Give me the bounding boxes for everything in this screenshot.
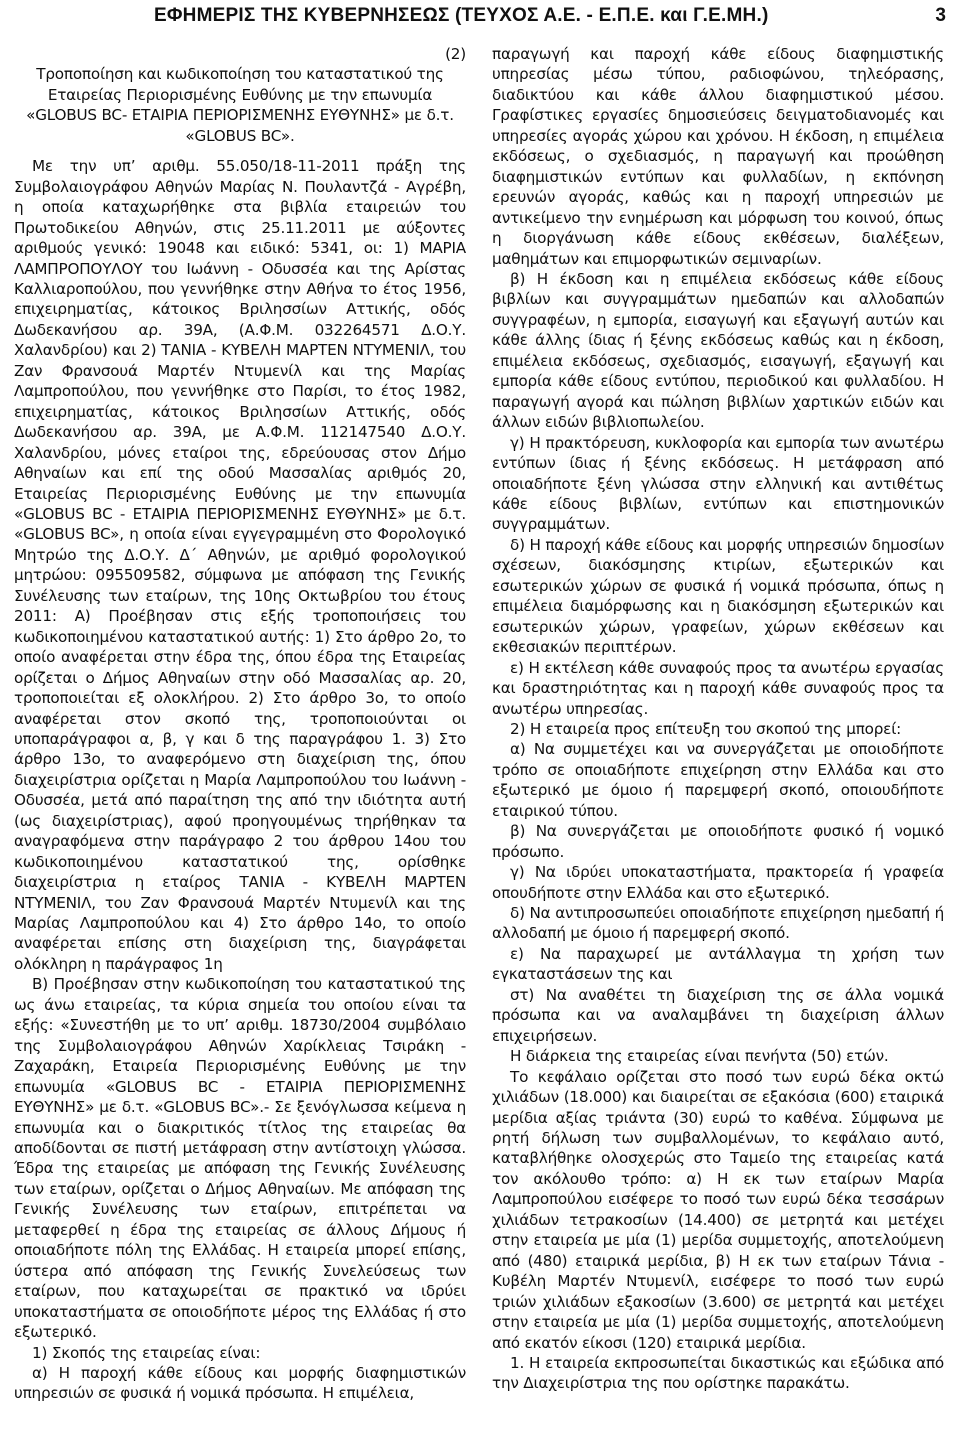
body-paragraph: Β) Προέβησαν στην κωδικοποίηση του καταστατικού της ως άνω εταιρείας, τα κύρια σημεία του οποίου είναι τα εξής: «Συνεστήθη με το υπ’ αριθμ. 18730/2004 συμβόλαιο της Συμβολαιογράφου Αθηνών Χαρίκλειας Τσιράκη - Ζαχαράκη, Εταιρεία Περιορισμένης Ευθύνης με την επωνυμία «GLOBUS BC - ΕΤΑΙΡΙΑ ΠΕΡΙΟΡΙΣΜΕΝΗΣ ΕΥΘΥΝΗΣ» με δ.τ. «GLOBUS BC».- Σε ξενόγλωσσα κείμενα η επωνυμία και ο διακριτικός τίτλος της εταιρείας θα αποδίδονται σε πιστή μετάφραση στην αντίστοιχη γλώσσα. Έδρα της εταιρείας με απόφαση της Γενικής Συνέλευσης των εταίρων, ορίζεται ο Δήμος Αθηναίων. Με απόφαση της Γενικής Συνέλευσης των εταίρων, επιτρέπεται να μεταφερθεί η έδρα της εταιρείας σε άλλους Δήμους ή οποιαδήποτε πόλη της Ελλάδας. Η εταιρεία μπορεί επίσης, ύστερα από απόφαση της Γενικής Συνελεύσεως των εταίρων, που καταχωρείται σε πρακτικό να ιδρύει υποκαταστήματα σε οποιοδήποτε μέρος της Ελλάδας ή στο εξωτερικό.: [14, 975, 466, 1342]
body-paragraph: γ) Η πρακτόρευση, κυκλοφορία και εμπορία των ανωτέρω εντύπων ίδιας ή ξένης εκδόσεως. Η μετάφραση από οποιαδήποτε ξένη γλώσσα στην ελληνική και αντιθέτως κάθε είδους βιβλίων, εντύπων και επιστημονικών συγγραμμάτων.: [492, 433, 944, 534]
section-number: (2): [445, 45, 466, 63]
body-paragraph: β) Να συνεργάζεται με οποιοδήποτε φυσικό ή νομικό πρόσωπο.: [492, 822, 944, 861]
body-paragraph: 1. Η εταιρεία εκπροσωπείται δικαστικώς και εξώδικα από την Διαχειρίστρια της που ορίστηκε παρακάτω.: [492, 1354, 944, 1393]
body-paragraph: α) Η παροχή κάθε είδους και μορφής διαφημιστικών υπηρεσιών σε φυσικά ή νομικά πρόσωπα. Η επιμέλεια,: [14, 1364, 466, 1403]
body-paragraph: ε) Η εκτέλεση κάθε συναφούς προς τα ανωτέρω εργασίας και δραστηριότητας και η παροχή κάθε συναφούς προς τα ανωτέρω υπηρεσίας.: [492, 658, 944, 718]
section-heading: Τροποποίηση και κωδικοποίηση του καταστατικού της Εταιρείας Περιορισμένης Ευθύνης με την επωνυμία «GLOBUS BC- ΕΤΑΙΡΙΑ ΠΕΡΙΟΡΙΣΜΕΝΗΣ ΕΥΘΥΝΗΣ» με δ.τ. «GLOBUS BC».: [26, 65, 454, 145]
body-paragraph: Με την υπ’ αριθμ. 55.050/18-11-2011 πράξη της Συμβολαιογράφου Αθηνών Μαρίας Ν. Πουλαντζά - Αγρέβη, η οποία καταχωρήθηκε στα βιβλία εταιρειών του Πρωτοδικείου Αθηνών, στις 25.11.2011 με αύξοντες αριθμούς γενικό: 19048 και ειδικό: 5341, οι: 1) ΜΑΡΙΑ ΛΑΜΠΡΟΠΟΥΛΟΥ του Ιωάννη - Οδυσσέα και της Αρίστας Καλλιαροπούλου, που γεννήθηκε στην Αθήνα το έτος 1956, επιχειρηματίας, κάτοικος Βριλησσίων Αττικής, οδός Δωδεκανήσου αρ. 39Α, (Α.Φ.Μ. 032264571 Δ.Ο.Υ. Χαλανδρίου) και 2) ΤΑΝΙΑ - ΚΥΒΕΛΗ ΜΑΡΤΕΝ ΝΤΥΜΕΝΙΛ, του Ζαν Φρανσουά Μαρτέν Ντυμενίλ και της Μαρίας Λαμπροπούλου, που γεννήθηκε στο Παρίσι, το έτος 1982, επιχειρηματίας, κάτοικος Βριλησσίων Αττικής, οδός Δωδεκανήσου αρ. 39Α, με Α.Φ.Μ. 112147540 Δ.Ο.Υ. Χαλανδρίου, μόνες εταίροι της, εδρεύουσας στον Δήμο Αθηναίων και επί της οδού Μασσαλίας αριθμός 20, Εταιρείας Περιορισμένης Ευθύνης με την επωνυμία «GLOBUS BC - ΕΤΑΙΡΙΑ ΠΕΡΙΟΡΙΣΜΕΝΗΣ ΕΥΘΥΝΗΣ» με δ.τ. «GLOBUS BC», η οποία είναι εγγεγραμμένη στο Φορολογικό Μητρώο της Δ.Ο.Υ. Δ΄ Αθηνών, με αριθμό φορολογικού μητρώου: 095509582, σύμφωνα με απόφαση της Γενικής Συνέλευσης των εταίρων, της 10ης Οκτωβρίου του έτους 2011: Α) Προέβησαν στις εξής τροποποιήσεις του κωδικοποιημένου καταστατικού αυτής: 1) Στο άρθρο 2ο, το οποίο αναφέρεται στην έδρα της, όπου έδρα της Εταιρείας ορίζεται ο Δήμος Αθηναίων στην οδό Μασσαλίας αρ. 20, τροποποιείται εξ ολοκλήρου. 2) Στο άρθρο 3ο, το οποίο αναφέρεται στον σκοπό της, τροποποιούνται οι υποπαράγραφοι α, β, γ και δ της παραγράφου 1. 3) Στο άρθρο 13ο, το αναφερόμενο στη διαχείριση της, όπου διαχειρίστρια ορίζεται η Μαρία Λαμπροπούλου του Ιωάννη - Οδυσσέα, μετά από παραίτηση της από την ιδιότητα αυτή (ως διαχειρίστριας), αφού προηγουμένως τηρήθηκαν τα αναγραφόμενα στην παράγραφο 2 του άρθρου 14ου του κωδικοποιημένου καταστατικού της, ορίσθηκε διαχειρίστρια η εταίρος ΤΑΝΙΑ - ΚΥΒΕΛΗ ΜΑΡΤΕΝ ΝΤΥΜΕΝΙΛ, του Ζαν Φρανσουά Μαρτέν Ντυμενίλ και της Μαρίας Λαμπροπούλου και 4) Στο άρθρο 14ο, το οποίο αναφέρεται επίσης στη διαχείριση της, διαγράφεται ολόκληρη η παράγραφος 1η: [14, 157, 466, 973]
body-paragraph: ε) Να παραχωρεί με αντάλλαγμα τη χρήση των εγκαταστάσεων της και: [492, 944, 944, 984]
page-header: [0, 5, 960, 33]
body-paragraph: Η διάρκεια της εταιρείας είναι πενήντα (50) ετών.: [510, 1047, 889, 1066]
page-number: 3: [935, 5, 946, 26]
body-paragraph: β) Η έκδοση και η επιμέλεια εκδόσεως κάθε είδους βιβλίων και συγγραμμάτων ημεδαπών και αλλοδαπών συγγραφέων, η εμπορία, εισαγωγή και εξαγωγή αυτών και κάθε άλλης ίδιας ή ξένης εκδόσεως καθώς και η έκδοση, επιμέλεια εκδόσεως, σχεδιασμός, εισαγωγή, εξαγωγή και εμπορία κάθε είδους εντύπου, περιοδικού και φυλλαδίου. Η παραγωγή αγορά και πώληση βιβλίων χαρτικών ειδών και άλλων ειδών βιβλιοπωλείου.: [492, 269, 944, 432]
gazette-title: ΕΦΗΜΕΡΙΣ ΤΗΣ ΚΥΒΕΡΝΗΣΕΩΣ (ΤΕΥΧΟΣ Α.Ε. - Ε.Π.Ε. και Γ.Ε.ΜΗ.): [154, 5, 769, 26]
body-paragraph: 2) Η εταιρεία προς επίτευξη του σκοπού της μπορεί:: [510, 719, 902, 738]
body-paragraph: α) Να συμμετέχει και να συνεργάζεται με οποιοδήποτε τρόπο σε οποιαδήποτε επιχείρηση στην Ελλάδα και στο εξωτερικό με όμοιο ή παρεμφερή σκοπό, οποιουδήποτε εταιρικού τύπου.: [492, 740, 944, 820]
body-paragraph: παραγωγή και παροχή κάθε είδους διαφημιστικής υπηρεσίας μέσω τύπου, ραδιοφώνου, τηλεόρασης, διαδικτύου και κάθε άλλου διαφημιστικού μέσου. Γραφίστικες εργασίες δημοσιεύσεις δειγματοδιανομές και υπηρεσίες αγοράς χώρου και χρόνου. Η έκδοση, η επιμέλεια εκδόσεως, ο σχεδιασμός, η παραγωγή και προώθηση διαφημιστικών εντύπων και φυλλαδίων, η εκπόνηση ερευνών αγοράς, καθώς και η παροχή υπηρεσιών με αντικείμενο την ενημέρωση και μόρφωση του κοινού, όπως η διοργάνωση κάθε είδους εκθέσεων, διαλέξεων, μαθημάτων και επιμορφωτικών σεμιναρίων.: [492, 45, 944, 268]
body-paragraph: δ) Να αντιπροσωπεύει οποιαδήποτε επιχείρηση ημεδαπή ή αλλοδαπή με όμοιο ή παρεμφερή σκοπό.: [492, 904, 944, 943]
right-column: [492, 44, 944, 1394]
body-paragraph: Το κεφάλαιο ορίζεται στο ποσό των ευρώ δέκα οκτώ χιλιάδων (18.000) και διαιρείται σε εξακόσια (600) εταιρικά μερίδια αξίας τριάντα (30) ευρώ το καθένα. Σύμφωνα με ρητή δήλωση των συμβαλλομένων, το κεφάλαιο αυτό, καταβλήθηκε ολοσχερώς στο Ταμείο της εταιρείας κατά τον ακόλουθο τρόπο: α) Η εκ των εταίρων Μαρία Λαμπροπούλου εισέφερε το ποσό των ευρώ δέκα τεσσάρων χιλιάδων τετρακοσίων (14.400) σε μετρητά και μετέχει στην εταιρεία με μία (1) μερίδα συμμετοχής, αποτελούμενη από (480) εταιρικά μερίδια, β) Η εκ των εταίρων Τάνια - Κυβέλη Μαρτέν Ντυμενίλ, εισέφερε το ποσό των ευρώ τριών χιλιάδων εξακοσίων (3.600) σε μετρητά και μετέχει στην εταιρεία με μία (1) μερίδα συμμετοχής, αποτελούμενη από εκατόν είκοσι (120) εταιρικά μερίδια.: [492, 1067, 944, 1352]
body-paragraph: γ) Να ιδρύει υποκαταστήματα, πρακτορεία ή γραφεία οπουδήποτε στην Ελλάδα και στο εξωτερικό.: [492, 863, 944, 902]
body-paragraph: 1) Σκοπός της εταιρείας είναι:: [32, 1343, 261, 1362]
body-paragraph: στ) Να αναθέτει τη διαχείριση της σε άλλα νομικά πρόσωπα και να αναλαμβάνει τη διαχείριση άλλων επιχειρήσεων.: [492, 985, 944, 1045]
left-column: [14, 44, 466, 1404]
body-paragraph: δ) Η παροχή κάθε είδους και μορφής υπηρεσιών δημοσίων σχέσεων, διακόσμησης κτιρίων, εξωτερικών και εσωτερικών χώρων σε φυσικά ή νομικά πρόσωπα, όπως η επιμέλεια διαμόρφωσης και η διακόσμηση εξωτερικών και εσωτερικών χώρων, γραφείων, χώρων εκθέσεων και εκθεσιακών περιπτέρων.: [492, 535, 944, 657]
